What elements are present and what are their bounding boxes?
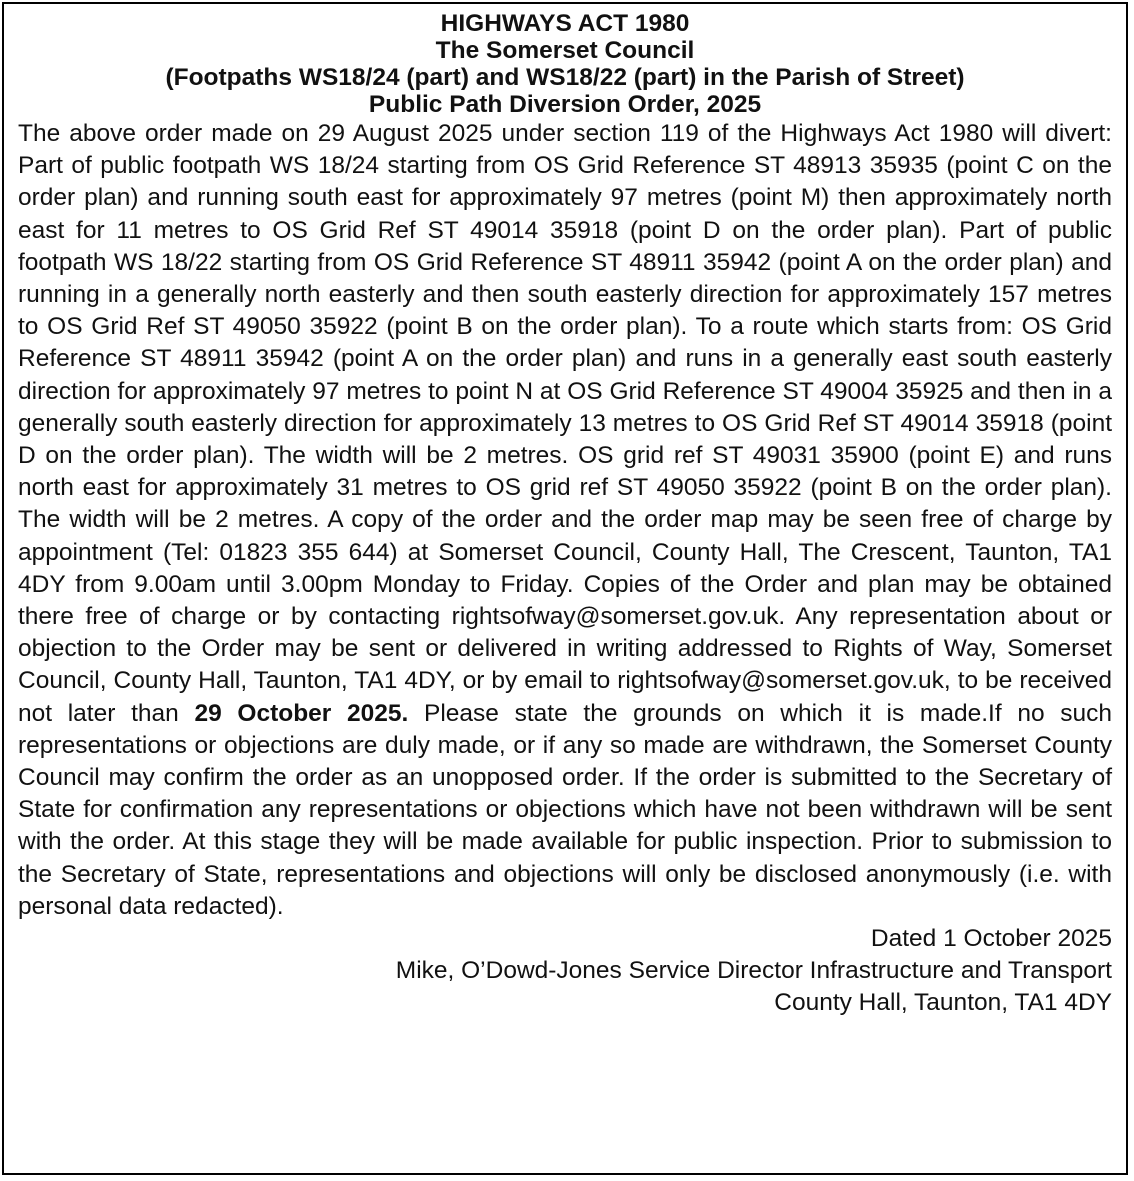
- body-text-part-1: The above order made on 29 August 2025 under section 119 of the Highways Act 1980 will divert: Part of public footpath WS 18/24 starting from OS Grid Reference ST 48913 35935 (point C on the order plan) and running south east for approximately 97 metres (point M) then approximately north east for 11 metres to OS Grid Ref ST 49014 35918 (point D on the order plan). Part of public footpath WS 18/22 starting from OS Grid Reference ST 48911 35942 (point A on the order plan) and running in a generally north easterly and then south easterly direction for approximately 157 metres to OS Grid Ref ST 49050 35922 (point B on the order plan). To a route which starts from: OS Grid Reference ST 48911 35942 (point A on the order plan) and runs in a generally east south easterly direction for approximately 97 metres to point N at OS Grid Reference ST 49004 35925 and then in a generally south easterly direction for approximately 13 metres to OS Grid Ref ST 49014 35918 (point D on the order plan). The width will be 2 metres. OS grid ref ST 49031 35900 (point E) and runs north east for approximately 31 metres to OS grid ref ST 49050 35922 (point B on the order plan). The width will be 2 metres. A copy of the order and the order map may be seen free of charge by appointment (Tel: 01823 355 644) at Somerset Council, County Hall, The Crescent, Taunton, TA1 4DY from 9.00am until 3.00pm Monday to Friday. Copies of the Order and plan may be obtained there free of charge or by contacting rightsofway@somerset.gov.uk. Any representation about or objection to the Order may be sent or delivered in writing addressed to Rights of Way, Somerset Council, County Hall, Taunton, TA1 4DY, or by email to rightsofway@somerset.gov.uk, to be received not later than: [18, 120, 1112, 727]
- public-notice: [2, 2, 1128, 1175]
- notice-heading: [18, 10, 1112, 118]
- act-title: HIGHWAYS ACT 1980: [440, 10, 690, 37]
- dated-line: Dated 1 October 2025: [870, 925, 1112, 953]
- body-text-part-2: Please state the grounds on which it is made.If no such representations or objections are duly made, or if any so made are withdrawn, the Somerset County Council may confirm the order as an unopposed order. If the order is submitted to the Secretary of State for confirmation any representations or objections which have not been withdrawn will be sent with the order. At this stage they will be made available for public inspection. Prior to submission to the Secretary of State, representations and objections will only be disclosed anonymously (i.e. with personal data redacted).: [18, 699, 1113, 920]
- address-line: County Hall, Taunton, TA1 4DY: [774, 989, 1112, 1017]
- notice-body: [18, 118, 1112, 923]
- footpaths-subtitle: (Footpaths WS18/24 (part) and WS18/22 (part) in the Parish of Street): [165, 64, 965, 91]
- council-name: The Somerset Council: [435, 37, 695, 64]
- signatory-line: Mike, O’Dowd-Jones Service Director Infrastructure and Transport: [395, 957, 1112, 985]
- notice-signoff: [18, 923, 1112, 1020]
- order-title: Public Path Diversion Order, 2025: [368, 91, 762, 118]
- objection-deadline: 29 October 2025.: [194, 699, 409, 727]
